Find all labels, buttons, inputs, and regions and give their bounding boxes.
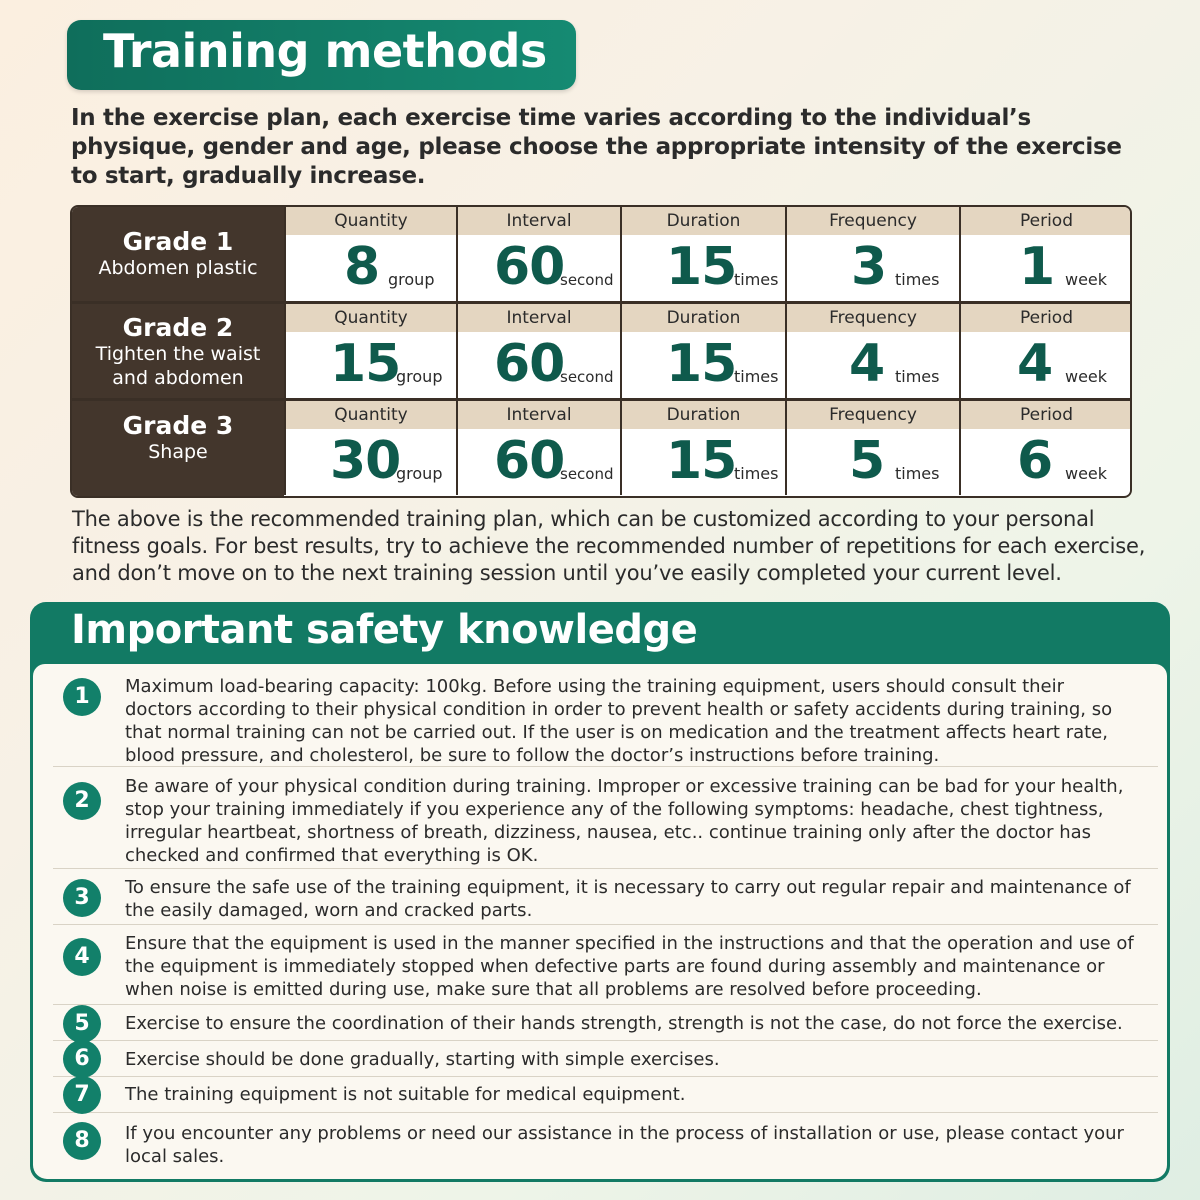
safety-list: [33, 664, 1167, 1179]
header-quantity: Quantity: [284, 401, 456, 429]
g3-frequency-value: 5: [849, 431, 885, 491]
training-plan-table: [70, 205, 1132, 498]
g1-quantity-value: 8: [344, 237, 380, 297]
g3-quantity-unit: group: [396, 464, 443, 483]
g2-frequency-value: 4: [849, 334, 885, 394]
number-badge: 7: [63, 1076, 101, 1114]
g1-period-value: 1: [1019, 237, 1055, 297]
header-duration: Duration: [620, 207, 785, 235]
g2-quantity-unit: group: [396, 367, 443, 386]
g1-frequency-unit: times: [895, 270, 940, 289]
g3-duration-cell: [620, 429, 785, 495]
safety-item: [53, 1008, 1158, 1041]
safety-item-text: The training equipment is not suitable for medical equipment.: [125, 1084, 686, 1105]
grade-2-subtitle: Tighten the waist and abdomen: [95, 343, 261, 389]
g1-interval-value: 60: [494, 237, 565, 297]
safety-item-text: If you encounter any problems or need our assistance in the process of installation or use, please contact your local sales.: [125, 1123, 1124, 1167]
safety-item: [53, 668, 1158, 767]
number-badge: 3: [63, 879, 101, 917]
g1-quantity-unit: group: [388, 270, 435, 289]
number-badge: 1: [63, 678, 101, 716]
safety-panel: [30, 602, 1170, 1182]
page-title: Training methods: [103, 24, 547, 78]
g1-interval-cell: [456, 235, 620, 301]
g2-period-cell: [959, 332, 1132, 398]
safety-item-text: Ensure that the equipment is used in the manner specified in the instructions and that the operation and use of the equipment is immediately stopped when defective parts are found during assembly and maintenance or when noise is emitted during use, make sure that all problems are resolved before proceeding.: [125, 933, 1134, 1000]
grade-3-label: [72, 401, 284, 496]
safety-item: [53, 1116, 1158, 1172]
grade-2-title: Grade 2: [122, 313, 234, 342]
g3-frequency-unit: times: [895, 464, 940, 483]
g3-quantity-value: 30: [330, 431, 401, 491]
safety-item-text: Be aware of your physical condition during training. Improper or excessive training can be bad for your health, stop your training immediately if you experience any of the following symptoms: headache, chest tightness, irregular heartbeat, shortness of breath, dizziness, nausea, etc.. continue training only after the doctor has checked and confirmed that everything is OK.: [125, 776, 1124, 866]
g3-period-unit: week: [1065, 464, 1108, 483]
number-badge: 4: [63, 938, 101, 976]
header-interval: Interval: [456, 304, 620, 332]
g2-frequency-unit: times: [895, 367, 940, 386]
g2-interval-value: 60: [494, 334, 565, 394]
g2-period-unit: week: [1065, 367, 1108, 386]
g2-period-value: 4: [1017, 334, 1053, 394]
header-frequency: Frequency: [785, 304, 959, 332]
header-quantity: Quantity: [284, 207, 456, 235]
g1-duration-unit: times: [734, 270, 779, 289]
safety-item: [53, 770, 1158, 869]
number-badge: 2: [63, 782, 101, 820]
g3-frequency-cell: [785, 429, 959, 495]
g3-interval-value: 60: [494, 431, 565, 491]
g3-duration-unit: times: [734, 464, 779, 483]
header-frequency: Frequency: [785, 401, 959, 429]
header-frequency: Frequency: [785, 207, 959, 235]
grade-3-subtitle: Shape: [148, 441, 208, 463]
safety-item: [53, 928, 1158, 1005]
recommendation-text: The above is the recommended training plan, which can be customized according to your personal fitness goals. For best results, try to achieve the recommended number of repetitions for each exercise, and don’t move on to the next training session until you’ve easily completed your current level.: [72, 507, 1146, 585]
g2-quantity-value: 15: [330, 334, 401, 394]
header-quantity: Quantity: [284, 304, 456, 332]
number-badge: 6: [63, 1040, 101, 1078]
safety-item-text: Exercise to ensure the coordination of their hands strength, strength is not the case, do not force the exercise.: [125, 1013, 1123, 1034]
safety-item-text: Exercise should be done gradually, starting with simple exercises.: [125, 1049, 720, 1070]
g1-period-cell: [959, 235, 1132, 301]
header-interval: Interval: [456, 207, 620, 235]
g2-duration-cell: [620, 332, 785, 398]
safety-item: [53, 1080, 1158, 1113]
header-period: Period: [959, 207, 1132, 235]
g2-frequency-cell: [785, 332, 959, 398]
header-period: Period: [959, 401, 1132, 429]
g2-quantity-cell: [284, 332, 456, 398]
g3-interval-unit: second: [560, 465, 614, 483]
safety-item-text: Maximum load-bearing capacity: 100kg. Before using the training equipment, users should consult their doctors according to their physical condition in order to prevent health or safety accidents during training, so that normal training can not be carried out. If the user is on medication and the treatment affects heart rate, blood pressure, and cholesterol, be sure to follow the doctor’s instructions before training.: [125, 676, 1113, 766]
intro-text: In the exercise plan, each exercise time varies according to the individual’s physique, gender and age, please choose the appropriate intensity of the exercise to start, gradually increase.: [71, 105, 1122, 189]
g2-interval-unit: second: [560, 368, 614, 386]
grade-1-label: [72, 207, 284, 302]
grade-1-subtitle: Abdomen plastic: [98, 257, 258, 279]
g3-quantity-cell: [284, 429, 456, 495]
g1-quantity-cell: [284, 235, 456, 301]
g3-period-cell: [959, 429, 1132, 495]
header-duration: Duration: [620, 401, 785, 429]
grade-3-title: Grade 3: [122, 411, 234, 440]
g2-duration-value: 15: [666, 334, 737, 394]
g1-frequency-cell: [785, 235, 959, 301]
header-interval: Interval: [456, 401, 620, 429]
g1-duration-value: 15: [666, 237, 737, 297]
g2-interval-cell: [456, 332, 620, 398]
safety-title: Important safety knowledge: [71, 607, 698, 653]
number-badge: 5: [63, 1005, 101, 1043]
g3-period-value: 6: [1017, 431, 1053, 491]
g2-duration-unit: times: [734, 367, 779, 386]
g3-duration-value: 15: [666, 431, 737, 491]
safety-item: [53, 1044, 1158, 1077]
header-duration: Duration: [620, 304, 785, 332]
title-banner: [67, 20, 576, 90]
grade-1-title: Grade 1: [122, 227, 234, 256]
safety-item-text: To ensure the safe use of the training equipment, it is necessary to carry out regular repair and maintenance of the easily damaged, worn and cracked parts.: [125, 877, 1131, 921]
g1-frequency-value: 3: [851, 237, 887, 297]
grade-2-label: [72, 304, 284, 401]
number-badge: 8: [63, 1122, 101, 1160]
safety-item: [53, 872, 1158, 925]
g1-period-unit: week: [1065, 270, 1108, 289]
g1-interval-unit: second: [560, 271, 614, 289]
header-period: Period: [959, 304, 1132, 332]
g3-interval-cell: [456, 429, 620, 495]
g1-duration-cell: [620, 235, 785, 301]
